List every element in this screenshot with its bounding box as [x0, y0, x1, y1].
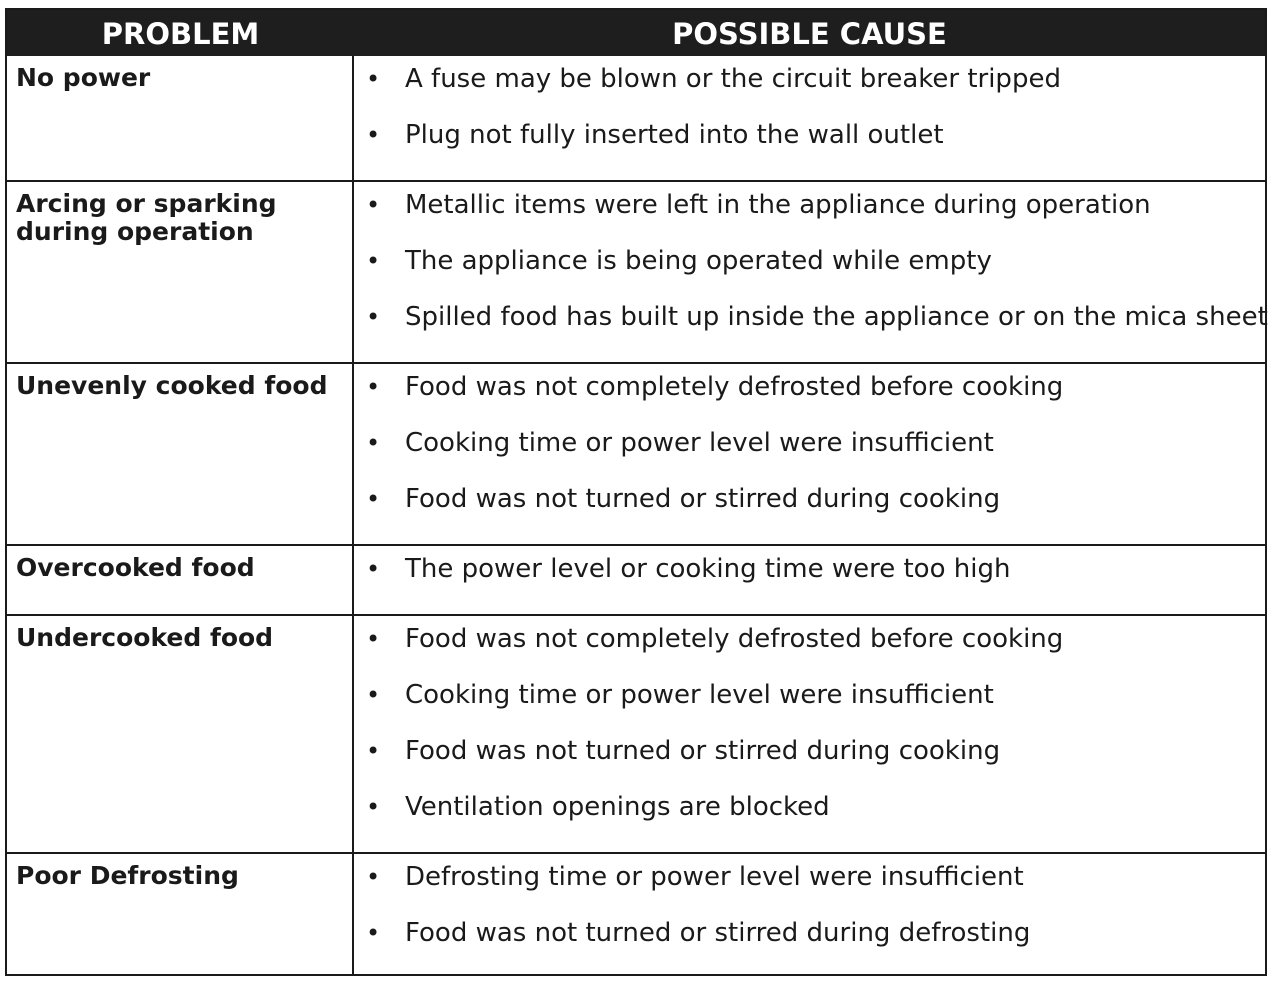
bullet-icon: • — [366, 121, 381, 149]
cause-item — [354, 115, 1265, 155]
bullet-icon: • — [366, 919, 381, 947]
cause-cell — [354, 56, 1265, 180]
cause-item — [354, 241, 1265, 281]
cause-text: Defrosting time or power level were insufficient — [405, 862, 1024, 892]
cause-text: Metallic items were left in the appliance during operation — [405, 190, 1151, 220]
bullet-icon: • — [366, 863, 381, 891]
bullet-icon: • — [366, 681, 381, 709]
bullet-icon: • — [366, 793, 381, 821]
cause-text: The power level or cooking time were too high — [405, 554, 1011, 584]
cause-item — [354, 913, 1265, 953]
table-row — [7, 546, 1265, 616]
cause-text: Ventilation openings are blocked — [405, 792, 830, 822]
cause-text: Food was not turned or stirred during cooking — [405, 484, 1001, 514]
cause-text: Food was not completely defrosted before cooking — [405, 624, 1064, 654]
table-row — [7, 182, 1268, 364]
problem-column-header: PROBLEM — [101, 17, 260, 51]
cause-item — [354, 549, 1265, 589]
problem-cell: Arcing or sparking during operation — [7, 182, 354, 362]
bullet-icon: • — [366, 429, 381, 457]
cause-item — [354, 423, 1265, 463]
problem-cell: Poor Defrosting — [7, 854, 354, 974]
table-header — [7, 10, 1265, 56]
bullet-icon: • — [366, 303, 381, 331]
bullet-icon: • — [366, 247, 381, 275]
cause-text: Plug not fully inserted into the wall outlet — [405, 120, 944, 150]
cause-item — [354, 297, 1268, 337]
cause-item — [354, 185, 1265, 225]
cause-cell — [354, 616, 1265, 852]
cause-item — [354, 857, 1265, 897]
cause-item — [354, 787, 1265, 827]
cause-text: The appliance is being operated while empty — [405, 246, 992, 276]
bullet-icon: • — [366, 625, 381, 653]
bullet-icon: • — [366, 65, 381, 93]
cause-column-header: POSSIBLE CAUSE — [672, 17, 947, 51]
cause-item — [354, 59, 1265, 99]
bullet-icon: • — [366, 485, 381, 513]
cause-text: Cooking time or power level were insufficient — [405, 428, 994, 458]
cause-text: Spilled food has built up inside the appliance or on the mica sheet — [405, 302, 1268, 332]
cause-item — [354, 675, 1265, 715]
cause-cell — [354, 546, 1265, 614]
problem-cell: Undercooked food — [7, 616, 354, 852]
problem-cell: No power — [7, 56, 354, 180]
problem-cell: Overcooked food — [7, 546, 354, 614]
cause-item — [354, 367, 1265, 407]
cause-text: A fuse may be blown or the circuit breaker tripped — [405, 64, 1061, 94]
table-row — [7, 364, 1265, 546]
table-row — [7, 56, 1265, 182]
cause-item — [354, 479, 1265, 519]
cause-item — [354, 731, 1265, 771]
cause-item — [354, 619, 1265, 659]
cause-cell — [354, 364, 1265, 544]
bullet-icon: • — [366, 555, 381, 583]
table-row — [7, 854, 1265, 974]
troubleshooting-table — [5, 8, 1267, 976]
cause-cell — [354, 182, 1268, 362]
cause-text: Food was not turned or stirred during defrosting — [405, 918, 1031, 948]
bullet-icon: • — [366, 737, 381, 765]
bullet-icon: • — [366, 191, 381, 219]
table-row — [7, 616, 1265, 854]
problem-cell: Unevenly cooked food — [7, 364, 354, 544]
bullet-icon: • — [366, 373, 381, 401]
cause-cell — [354, 854, 1265, 974]
cause-text: Food was not completely defrosted before cooking — [405, 372, 1064, 402]
cause-text: Cooking time or power level were insufficient — [405, 680, 994, 710]
cause-text: Food was not turned or stirred during cooking — [405, 736, 1001, 766]
